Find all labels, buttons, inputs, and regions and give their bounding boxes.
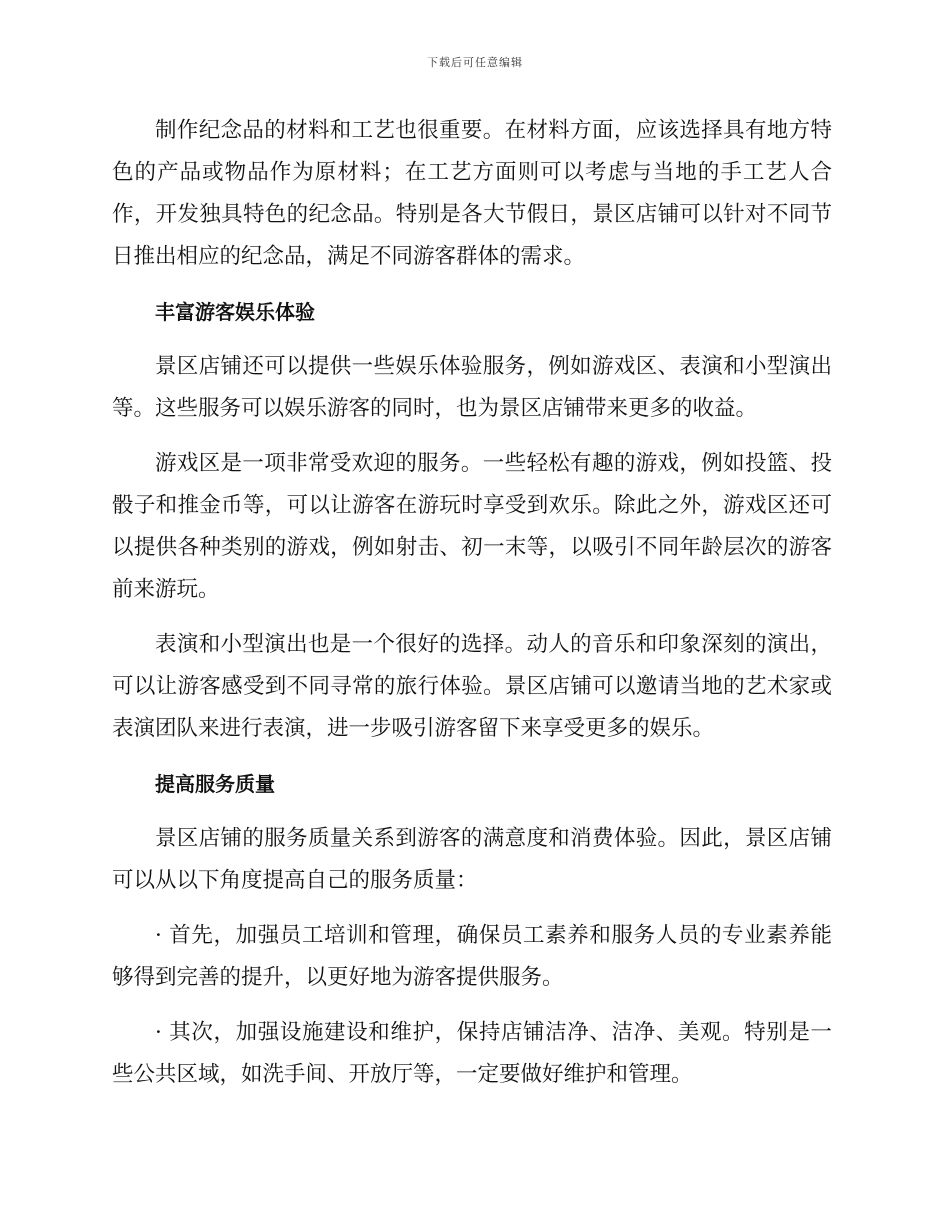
paragraph-service-intro: 景区店铺的服务质量关系到游客的满意度和消费体验。因此，景区店铺可以从以下角度提高自己的服务质量： — [112, 826, 832, 893]
paragraph-souvenir-materials: 制作纪念品的材料和工艺也很重要。在材料方面，应该选择具有地方特色的产品或物品作为原材料；在工艺方面则可以考虑与当地的手工艺人合作，开发独具特色的纪念品。特别是各大节假日，景区店铺可以针对不同节日推出相应的纪念品，满足不同游客群体的需求。 — [112, 118, 832, 269]
section-heading-entertainment: 丰富游客娱乐体验 — [155, 300, 315, 324]
section-heading-service-quality: 提高服务质量 — [155, 772, 275, 796]
paragraph-entertainment-intro: 景区店铺还可以提供一些娱乐体验服务，例如游戏区、表演和小型演出等。这些服务可以娱乐游客的同时，也为景区店铺带来更多的收益。 — [112, 354, 832, 421]
bullet-facility-maintenance: · 其次，加强设施建设和维护，保持店铺洁净、洁净、美观。特别是一些公共区域，如洗手间、开放厅等，一定要做好维护和管理。 — [112, 1020, 832, 1087]
document-body — [112, 110, 832, 1109]
bullet-staff-training: · 首先，加强员工培训和管理，确保员工素养和服务人员的专业素养能够得到完善的提升，以更好地为游客提供服务。 — [112, 923, 832, 990]
paragraph-game-area: 游戏区是一项非常受欢迎的服务。一些轻松有趣的游戏，例如投篮、投骰子和推金币等，可以让游客在游玩时享受到欢乐。除此之外，游戏区还可以提供各种类别的游戏，例如射击、初一末等，以吸引不同年龄层次的游客前来游玩。 — [112, 451, 832, 602]
paragraph-performances: 表演和小型演出也是一个很好的选择。动人的音乐和印象深刻的演出，可以让游客感受到不同寻常的旅行体验。景区店铺可以邀请当地的艺术家或表演团队来进行表演，进一步吸引游客留下来享受更多的娱乐。 — [112, 632, 832, 741]
page-header: 下载后可任意编辑 — [427, 56, 523, 69]
